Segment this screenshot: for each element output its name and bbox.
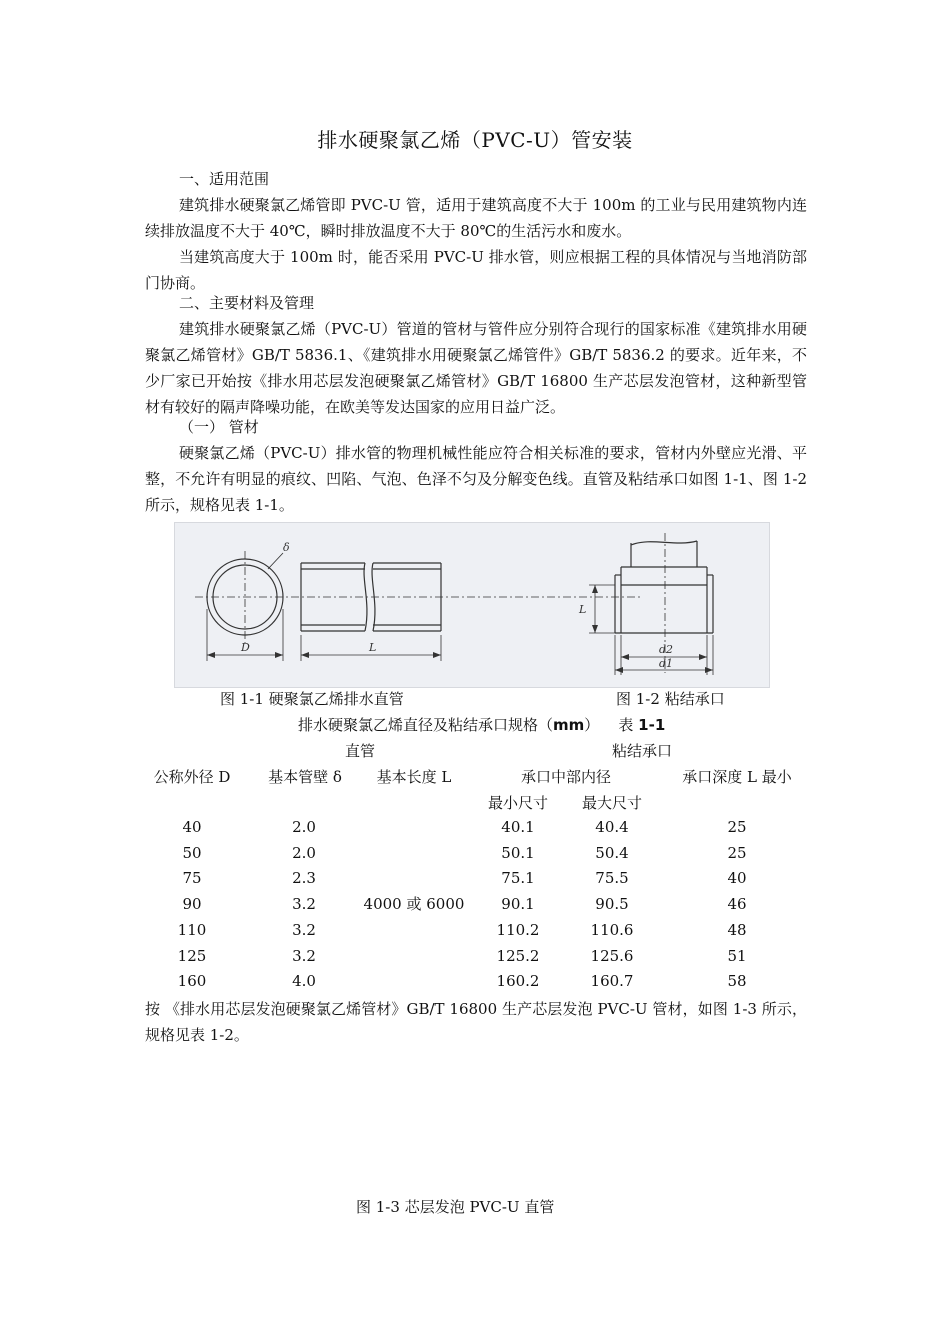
cell-od: 50: [182, 843, 202, 862]
header-group-socket: 粘结承口: [611, 742, 673, 760]
cell-min: 75.1: [501, 869, 535, 888]
cell-depth: 46: [727, 895, 747, 914]
cell-min: 50.1: [501, 843, 535, 862]
header-socket-depth: 承口深度 L 最小: [682, 768, 792, 786]
cell-max: 160.7: [590, 972, 634, 991]
pipe-figure: [174, 522, 770, 688]
cell-wall: 2.0: [292, 843, 316, 862]
cell-wall: 2.3: [292, 869, 316, 888]
cell-wall: 2.0: [292, 818, 316, 836]
cell-depth: 48: [727, 920, 747, 939]
label-length-socket: L: [579, 603, 587, 616]
label-d1: d1: [659, 657, 674, 670]
cell-od: 110: [177, 920, 207, 939]
table-caption-unit: mm: [553, 716, 585, 734]
figure-caption-1-1: 图 1-1 硬聚氯乙烯排水直管: [220, 690, 404, 708]
section-2-heading: 二、主要材料及管理: [179, 294, 315, 312]
table-number: 1-1: [638, 716, 666, 734]
cell-max: 40.4: [595, 818, 629, 836]
cell-depth: 25: [727, 818, 747, 836]
section-2-subheading-pipe: （一） 管材: [179, 418, 259, 436]
figure-caption-1-2: 图 1-2 粘结承口: [616, 690, 725, 708]
section-2-paragraph-1: 建筑排水硬聚氯乙烯（PVC-U）管道的管材与管件应分别符合现行的国家标准《建筑排水用硬聚氯乙烯管材》GB/T 5836.1、《建筑排水用硬聚氯乙烯管件》GB/T 5836.2 的要求。近年来，不少厂家已开始按《排水用芯层发泡硬聚氯乙烯管材》GB/T 16800 生产芯层发泡管材，这种新型管材有较好的隔声降噪功能，在欧美等发达国家的应用日益广泛。: [145, 320, 807, 416]
cell-min: 40.1: [501, 818, 535, 836]
page-title: 排水硬聚氯乙烯（PVC-U）管安装: [317, 128, 633, 152]
cell-depth: 58: [727, 972, 747, 991]
cell-od: 90: [182, 895, 202, 914]
cell-wall: 4.0: [292, 972, 316, 991]
section-1-heading: 一、适用范围: [179, 170, 270, 188]
section-1-paragraph-2: 当建筑高度大于 100m 时，能否采用 PVC-U 排水管，则应根据工程的具体情况与当地消防部门协商。: [145, 248, 807, 292]
header-group-straight: 直管: [344, 742, 376, 760]
cell-min: 90.1: [501, 895, 535, 914]
cell-max: 110.6: [590, 920, 634, 939]
figure-caption-1-3: 图 1-3 芯层发泡 PVC-U 直管: [356, 1198, 555, 1216]
cell-max: 50.4: [595, 843, 629, 862]
cell-max: 90.5: [595, 895, 629, 914]
section-2-paragraph-2: 硬聚氯乙烯（PVC-U）排水管的物理机械性能应符合相关标准的要求，管材内外壁应光滑、平整，不允许有明显的痕纹、凹陷、气泡、色泽不匀及分解变色线。直管及粘结承口如图 1-1、图 1-2 所示，规格见表 1-1。: [145, 444, 807, 514]
header-length: 基本长度 L: [376, 768, 452, 786]
label-length-pipe: L: [369, 641, 377, 654]
cell-wall: 3.2: [292, 920, 316, 939]
table-caption-text: 排水硬聚氯乙烯直径及粘结承口规格（: [298, 716, 554, 734]
cell-min: 160.2: [496, 972, 540, 991]
cell-min: 125.2: [496, 946, 540, 965]
cell-od: 40: [182, 818, 202, 836]
cell-length-merged: 4000 或 6000: [363, 895, 465, 913]
cell-od: 160: [177, 972, 207, 991]
cell-min: 110.2: [496, 920, 540, 939]
cell-max: 125.6: [590, 946, 634, 965]
cell-max: 75.5: [595, 869, 629, 888]
header-max: 最大尺寸: [581, 794, 643, 812]
label-delta: δ: [283, 541, 290, 554]
cell-depth: 25: [727, 843, 747, 862]
cell-od: 125: [177, 946, 207, 965]
pipe-drawing: [175, 523, 769, 687]
cell-depth: 51: [727, 946, 747, 965]
table-caption-close: ）: [584, 716, 600, 734]
cell-wall: 3.2: [292, 895, 316, 914]
header-outer-diameter: 公称外径 D: [153, 768, 231, 786]
label-d-outer: D: [241, 641, 250, 654]
header-socket-inner: 承口中部内径: [520, 768, 612, 786]
cell-depth: 40: [727, 869, 747, 888]
cell-wall: 3.2: [292, 946, 316, 965]
label-d2: d2: [659, 643, 674, 656]
cell-od: 75: [182, 869, 202, 888]
section-1-paragraph-1: 建筑排水硬聚氯乙烯管即 PVC-U 管，适用于建筑高度不大于 100m 的工业与民用建筑物内连续排放温度不大于 40℃，瞬时排放温度不大于 80℃的生活污水和废水。: [145, 196, 807, 240]
table-caption: [298, 714, 665, 735]
header-min: 最小尺寸: [487, 794, 549, 812]
header-wall: 基本管壁 δ: [268, 768, 342, 786]
table-number-prefix: 表: [618, 716, 639, 734]
section-2-paragraph-3: 按 《排水用芯层发泡硬聚氯乙烯管材》GB/T 16800 生产芯层发泡 PVC-U 管材，如图 1-3 所示，规格见表 1-2。: [145, 1000, 807, 1044]
